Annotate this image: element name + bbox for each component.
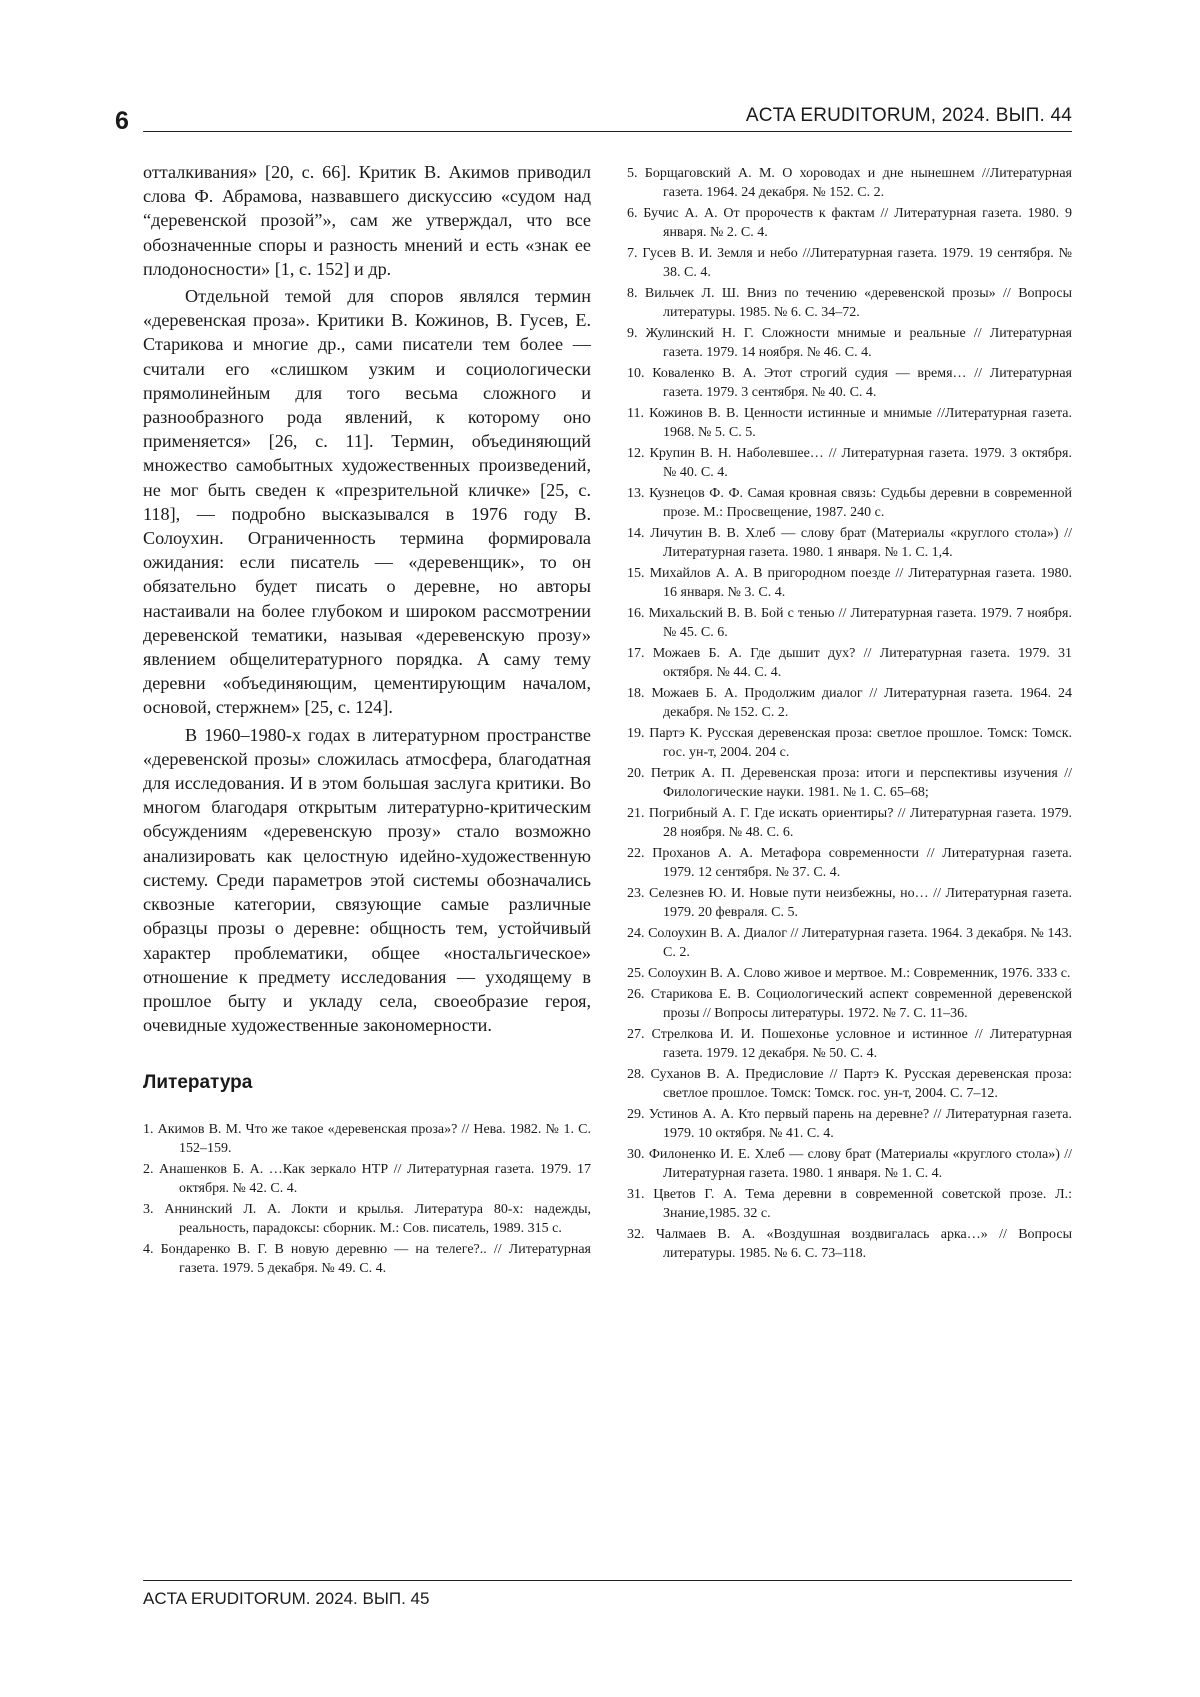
reference-item: 32. Чалмаев В. А. «Воздушная воздвигалась арка…» // Вопросы литературы. 1985. № 6. С. 73–118. — [627, 1227, 1072, 1261]
body-paragraph: отталкивания» [20, с. 66]. Критик В. Акимов приводил слова Ф. Абрамова, назвавшего дискуссию «судом над “деревенской прозой”», сам же утверждал, что все обозначенные споры и разность мнений и есть «знак ее плодоносности» [1, с. 152] и др. — [143, 162, 591, 279]
reference-item: 24. Солоухин В. А. Диалог // Литературная газета. 1964. 3 декабря. № 143. С. 2. — [627, 926, 1072, 960]
reference-item: 28. Суханов В. А. Предисловие // Партэ К. Русская деревенская проза: светлое прошлое. Томск: Томск. гос. ун-т, 2004. С. 7–12. — [627, 1067, 1072, 1101]
reference-item: 10. Коваленко В. А. Этот строгий судия — время… // Литературная газета. 1979. 3 сентября. № 40. С. 4. — [627, 366, 1072, 400]
reference-item: 29. Устинов А. А. Кто первый парень на деревне? // Литературная газета. 1979. 10 октября. № 41. С. 4. — [627, 1107, 1072, 1141]
page-number: 6 — [115, 107, 129, 135]
reference-item: 2. Анашенков Б. А. …Как зеркало НТР // Литературная газета. 1979. 17 октября. № 42. С. 4. — [143, 1162, 591, 1196]
body-paragraph: В 1960–1980-х годах в литературном пространстве «деревенской прозы» сложилась атмосфера, благодатная для исследования. И в этом большая заслуга критики. Во многом благодаря открытым литературно-критическим обсуждениям «деревенскую прозу» стало возможно анализировать как целостную идейно-художественную систему. Среди параметров этой системы обозначались сквозные категории, связующие самые различные образцы прозы о деревне: общность тем, устойчивый характер проблематики, общее «ностальгическое» отношение к предмету исследования — уходящему в прошлое быту и укладу села, своеобразие героя, очевидные художественные закономерности. — [143, 724, 591, 1036]
reference-item: 12. Крупин В. Н. Наболевшее… // Литературная газета. 1979. 3 октября. № 40. С. 4. — [627, 446, 1072, 480]
reference-item: 20. Петрик А. П. Деревенская проза: итоги и перспективы изучения // Филологические науки. 1981. № 1. С. 65–68; — [627, 766, 1072, 800]
reference-item: 30. Филоненко И. Е. Хлеб — слову брат (Материалы «круглого стола») // Литературная газета. 1980. 1 января. № 1. С. 4. — [627, 1147, 1072, 1181]
reference-item: 15. Михайлов А. А. В пригородном поезде // Литературная газета. 1980. 16 января. № 3. С. 4. — [627, 566, 1072, 600]
reference-item: 21. Погрибный А. Г. Где искать ориентиры? // Литературная газета. 1979. 28 ноября. № 48. С. 6. — [627, 806, 1072, 840]
reference-item: 6. Бучис А. А. От пророчеств к фактам // Литературная газета. 1980. 9 января. № 2. С. 4. — [627, 206, 1072, 240]
footer-running-head: ACTA ERUDITORUM. 2024. ВЫП. 45 — [143, 1589, 430, 1608]
reference-item: 4. Бондаренко В. Г. В новую деревню — на телеге?.. // Литературная газета. 1979. 5 декабря. № 49. С. 4. — [143, 1242, 591, 1276]
reference-item: 26. Старикова Е. В. Социологический аспект современной деревенской прозы // Вопросы литературы. 1972. № 7. С. 11–36. — [627, 987, 1072, 1021]
reference-item: 7. Гусев В. И. Земля и небо //Литературная газета. 1979. 19 сентября. № 38. С. 4. — [627, 246, 1072, 280]
body-paragraph: Отдельной темой для споров являлся термин «деревенская проза». Критики В. Кожинов, В. Гусев, Е. Старикова и многие др., сами писатели тем более — считали его «слишком узким и социологически прямолинейным для того весьма сложного и разнообразного рода явлений, к которому оно применяется» [26, с. 11]. Термин, объединяющий множество самобытных художественных произведений, не мог быть сведен к «презрительной кличке» [25, с. 118], — подробно высказывался в 1976 году В. Солоухин. Ограниченность термина формировала ожидания: если писатель — «деревенщик», то он обязательно будет писать о деревне, но авторы настаивали на более глубоком и широком рассмотрении деревенской тематики, называя «деревенскую прозу» явлением общелитературного порядка. А саму тему деревни «объединяющим, цементирующим началом, основой, стержнем» [25, с. 124]. — [143, 286, 591, 718]
reference-item: 5. Борщаговский А. М. О хороводах и дне нынешнем //Литературная газета. 1964. 24 декабря. № 152. С. 2. — [627, 166, 1072, 200]
reference-item: 31. Цветов Г. А. Тема деревни в современной советской прозе. Л.: Знание,1985. 32 с. — [627, 1187, 1072, 1221]
reference-item: 25. Солоухин В. А. Слово живое и мертвое. М.: Современник, 1976. 333 с. — [627, 966, 1071, 981]
reference-item: 18. Можаев Б. А. Продолжим диалог // Литературная газета. 1964. 24 декабря. № 152. С. 2. — [627, 686, 1072, 720]
header-rule — [143, 131, 1072, 132]
reference-item: 3. Аннинский Л. А. Локти и крылья. Литература 80-х: надежды, реальность, парадоксы: сборник. М.: Сов. писатель, 1989. 315 с. — [143, 1202, 591, 1236]
literature-heading: Литература — [143, 1072, 253, 1093]
reference-item: 27. Стрелкова И. И. Пошехонье условное и истинное // Литературная газета. 1979. 12 декабря. № 50. С. 4. — [627, 1027, 1072, 1061]
running-head: ACTA ERUDITORUM, 2024. ВЫП. 44 — [745, 105, 1072, 126]
footer-rule — [143, 1580, 1072, 1581]
body-text-column — [143, 160, 591, 1037]
reference-item: 9. Жулинский Н. Г. Сложности мнимые и реальные // Литературная газета. 1979. 14 ноября. № 46. С. 4. — [627, 326, 1072, 360]
reference-item: 14. Личутин В. В. Хлеб — слову брат (Материалы «круглого стола») // Литературная газета. 1980. 1 января. № 1. С. 1,4. — [627, 526, 1072, 560]
reference-item: 11. Кожинов В. В. Ценности истинные и мнимые //Литературная газета. 1968. № 5. С. 5. — [627, 406, 1072, 440]
reference-item: 19. Партэ К. Русская деревенская проза: светлое прошлое. Томск: Томск. гос. ун-т, 2004. 204 с. — [627, 726, 1072, 760]
reference-item: 1. Акимов В. М. Что же такое «деревенская проза»? // Нева. 1982. № 1. С. 152–159. — [143, 1122, 591, 1156]
references-list-right — [627, 164, 1072, 1265]
reference-item: 17. Можаев Б. А. Где дышит дух? // Литературная газета. 1979. 31 октября. № 44. С. 4. — [627, 646, 1072, 680]
references-list-left — [143, 1120, 591, 1280]
reference-item: 23. Селезнев Ю. И. Новые пути неизбежны, но… // Литературная газета. 1979. 20 февраля. С. 5. — [627, 886, 1072, 920]
reference-item: 8. Вильчек Л. Ш. Вниз по течению «деревенской прозы» // Вопросы литературы. 1985. № 6. С. 34–72. — [627, 286, 1072, 320]
reference-item: 22. Проханов А. А. Метафора современности // Литературная газета. 1979. 12 сентября. № 37. С. 4. — [627, 846, 1072, 880]
reference-item: 13. Кузнецов Ф. Ф. Самая кровная связь: Судьбы деревни в современной прозе. М.: Просвещение, 1987. 240 с. — [627, 486, 1072, 520]
reference-item: 16. Михальский В. В. Бой с тенью // Литературная газета. 1979. 7 ноября. № 45. С. 6. — [627, 606, 1072, 640]
